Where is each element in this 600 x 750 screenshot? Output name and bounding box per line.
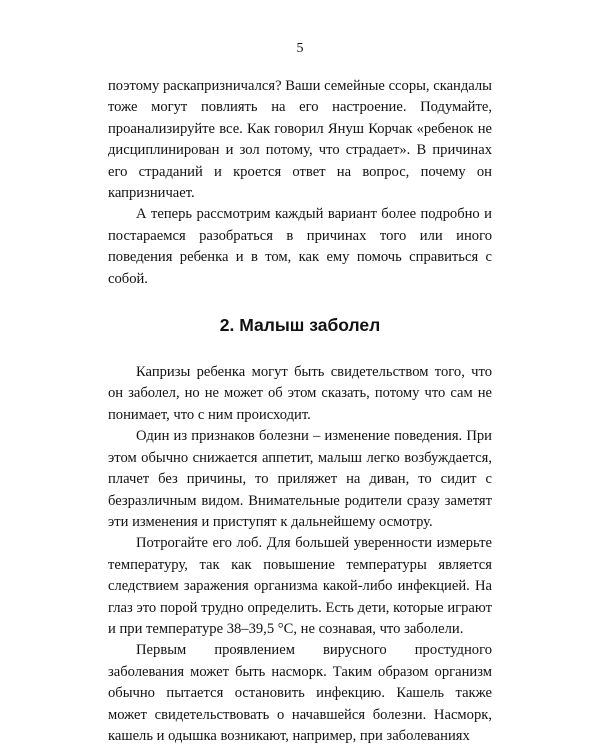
paragraph: Один из признаков болезни – изменение поведения. При этом обычно снижается аппетит, малыш легко возбуждается, плачет без причины, то приляжет на диван, то сидит с безразличным видом. Внимательные родители сразу заметят эти изменения и приступят к дальнейшему осмотру. (108, 428, 492, 530)
paragraph: Потрогайте его лоб. Для большей уверенности измерьте температуру, так как повышение температуры является следствием заражения организма какой-либо инфекцией. На глаз это порой трудно определить. Есть дети, которые играют и при температуре 38–39,5 °С, не сознавая, что заболели. (108, 535, 492, 637)
paragraph: Первым проявлением вирусного простудного заболевания может быть насморк. Таким образом организм обычно пытается остановить инфекцию. Кашель также может свидетельствовать о начавшейся болезни. Насморк, кашель и одышка возникают, например, при заболеваниях (108, 642, 492, 744)
book-page (108, 40, 492, 747)
section-heading: 2. Малыш заболел (219, 315, 381, 336)
page-number: 5 (296, 41, 304, 56)
paragraph: Капризы ребенка могут быть свидетельством того, что он заболел, но не может об этом сказать, потому что сам не понимает, что с ним происходит. (108, 364, 492, 423)
paragraph: А теперь рассмотрим каждый вариант более подробно и постараемся разобраться в причинах того или иного поведения ребенка и в том, как ему помочь справиться с собой. (108, 206, 492, 287)
paragraph-continued: поэтому раскапризничался? Ваши семейные ссоры, скандалы тоже могут повлиять на его настроение. Подумайте, проанализируйте все. Как говорил Януш Корчак «ребенок не дисциплинирован и зол потому, что страдает». В причинах его страданий и кроется ответ на вопрос, почему он капризничает. (108, 78, 492, 202)
